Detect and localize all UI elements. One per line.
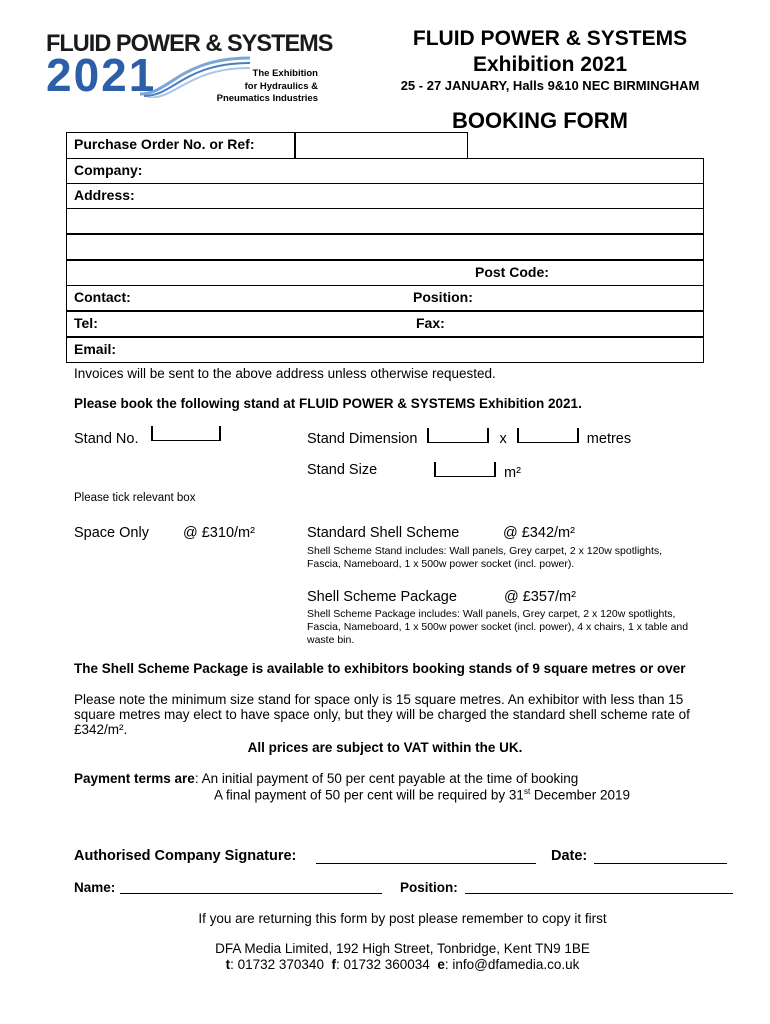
event-title: FLUID POWER & SYSTEMS Exhibition 2021 xyxy=(412,27,688,76)
package-includes: Shell Scheme Package includes: Wall panels, Grey carpet, 2 x 120w spotlights, Fascia, Nameboard, 1 x 500w power socket (incl. power), 4 x chairs, 1 x table and waste bin. xyxy=(307,608,689,646)
signature-input[interactable] xyxy=(316,848,536,864)
postcode-field[interactable]: Post Code: xyxy=(66,260,704,286)
vat-note: All prices are subject to VAT within the UK. xyxy=(247,740,523,755)
date-label: Date: xyxy=(551,848,588,864)
dimension-depth-input[interactable] xyxy=(517,428,579,443)
company-address: DFA Media Limited, 192 High Street, Tonbridge, Kent TN9 1BE xyxy=(215,941,590,956)
contact-details: t: 01732 370340 f: 01732 360034 e: info@dfamedia.co.uk xyxy=(225,957,580,972)
stand-size-input[interactable] xyxy=(434,462,496,477)
logo-year: 2021 xyxy=(46,49,157,101)
shell-scheme-option[interactable]: Standard Shell Scheme xyxy=(307,525,460,541)
tel-field[interactable]: Tel: Fax: xyxy=(66,311,704,337)
stand-size-field: m² xyxy=(434,462,521,481)
min-size-note: Please note the minimum size stand for space only is 15 square metres. An exhibitor with less than 15 square metres may elect to have space only, but they will be charged the standard shell scheme rate of £342/m². xyxy=(74,692,690,737)
stand-no-row: Stand No. xyxy=(74,428,221,447)
signature-position-label: Position: xyxy=(400,880,458,895)
stand-size-row: Stand Size xyxy=(307,462,378,478)
package-price: @ £357/m² xyxy=(504,589,576,605)
dimension-width-input[interactable] xyxy=(427,428,489,443)
invoice-note: Invoices will be sent to the above address unless otherwise requested. xyxy=(74,366,496,381)
address-field-3[interactable] xyxy=(66,234,704,260)
copy-note: If you are returning this form by post please remember to copy it first xyxy=(198,911,607,926)
payment-terms-final: A final payment of 50 per cent will be required by 31st December 2019 xyxy=(214,787,630,803)
package-note: The Shell Scheme Package is available to exhibitors booking stands of 9 square metres or over xyxy=(74,661,686,676)
email-field[interactable]: Email: xyxy=(66,337,704,363)
event-dates: 25 - 27 JANUARY, Halls 9&10 NEC BIRMINGHAM xyxy=(400,78,700,93)
space-only-option[interactable]: Space Only xyxy=(74,525,149,541)
po-field[interactable] xyxy=(294,132,468,159)
address-field-1[interactable]: Address: xyxy=(66,183,704,209)
shell-scheme-price: @ £342/m² xyxy=(503,525,575,541)
name-label: Name: xyxy=(74,880,116,895)
stand-no-input[interactable] xyxy=(151,426,221,441)
package-option[interactable]: Shell Scheme Package xyxy=(307,589,457,605)
logo-tagline: The Exhibition for Hydraulics & Pneumatics Industries xyxy=(216,68,318,104)
booking-intro: Please book the following stand at FLUID POWER & SYSTEMS Exhibition 2021. xyxy=(74,396,582,411)
logo-name: FLUID POWER & SYSTEMS xyxy=(46,30,333,57)
company-field[interactable]: Company: xyxy=(66,158,704,184)
space-only-price: @ £310/m² xyxy=(183,525,255,541)
signature-position-input[interactable] xyxy=(465,879,733,894)
payment-terms: Payment terms are: An initial payment of 50 per cent payable at the time of booking xyxy=(74,771,579,786)
stand-dimension-row: Stand Dimension x metres xyxy=(307,428,631,447)
name-input[interactable] xyxy=(120,879,382,894)
po-row: Purchase Order No. or Ref: xyxy=(66,132,296,159)
form-title: BOOKING FORM xyxy=(452,108,628,133)
address-field-2[interactable] xyxy=(66,208,704,234)
contact-field[interactable]: Contact: Position: xyxy=(66,285,704,311)
tick-note: Please tick relevant box xyxy=(74,492,196,504)
signature-row: Authorised Company Signature: xyxy=(74,848,297,864)
date-input[interactable] xyxy=(594,848,727,864)
shell-scheme-includes: Shell Scheme Stand includes: Wall panels, Grey carpet, 2 x 120w spotlights, Fascia, Nameboard, 1 x 500w power socket (incl. power). xyxy=(307,545,663,570)
